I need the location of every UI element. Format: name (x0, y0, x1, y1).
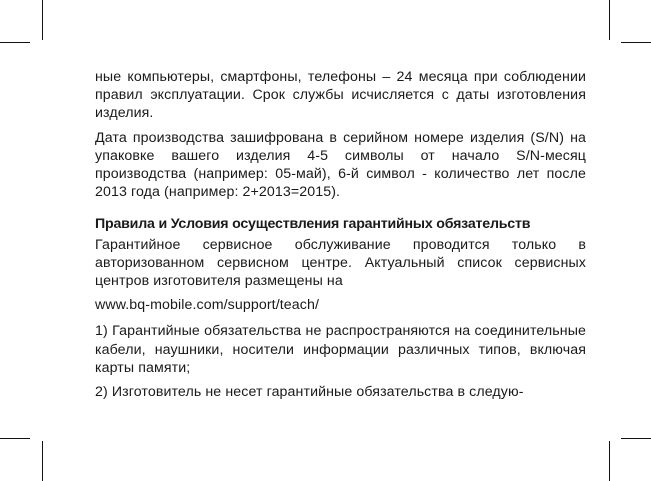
crop-mark-top-right-horizontal (621, 42, 651, 43)
list-item: 1) Гарантийные обязательства не распространяются на соединительные кабели, наушники, носители информации различных типов, включая карты памяти; (95, 323, 586, 376)
crop-mark-bottom-right-vertical (609, 441, 610, 481)
paragraph-warranty-service: Гарантийное сервисное обслуживание проводится только в авторизованном сервисном центре. Актуальный список сервисных центров изготовителя размещены на (95, 236, 586, 290)
crop-mark-top-right-vertical (609, 0, 610, 40)
document-page (95, 68, 586, 407)
paragraph-production-date: Дата производства зашифрована в серийном номере изделия (S/N) на упаковке вашего изделия 4-5 символы от начало S/N-месяц производства (например: 05-май), 6-й символ - количество лет после 2013 года (например: 2+2013=2015). (95, 129, 586, 201)
crop-mark-top-left-vertical (42, 0, 43, 40)
section-heading: Правила и Условия осуществления гарантийных обязательств (95, 216, 531, 233)
crop-mark-bottom-right-horizontal (621, 438, 651, 439)
crop-mark-bottom-left-vertical (42, 441, 43, 481)
crop-mark-top-left-horizontal (0, 42, 30, 43)
paragraph-service-life: ные компьютеры, смартфоны, телефоны – 24 месяца при соблюдении правил эксплуатации. Срок службы исчисляется с даты изготовления изделия. (95, 69, 586, 122)
list-item: 2) Изготовитель не несет гарантийные обязательства в следую- (95, 384, 524, 401)
support-url: www.bq-mobile.com/support/teach/ (95, 297, 319, 314)
crop-mark-bottom-left-horizontal (0, 438, 30, 439)
